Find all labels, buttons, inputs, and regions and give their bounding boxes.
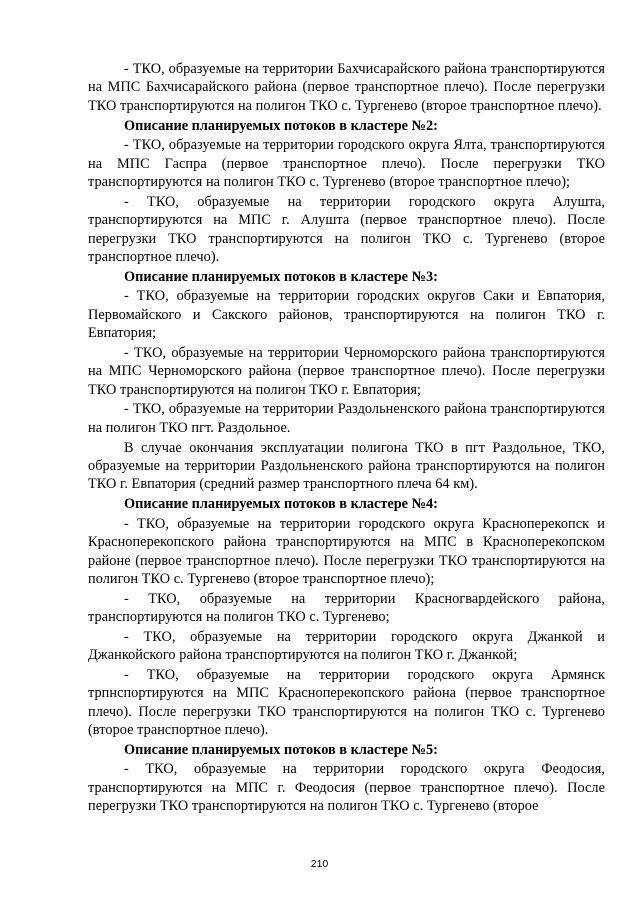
- page-number: 210: [310, 858, 329, 870]
- document-body: [88, 60, 605, 817]
- paragraph-yalta: - ТКО, образуемые на территории городского округа Ялта, транспортируются на МПС Гаспра (первое транспортное плечо). После перегрузки ТКО транспортируются на полигон ТКО с. Тургенево (второе транспортное плечо);: [88, 137, 605, 191]
- paragraph-armyansk: - ТКО, образуемые на территории городского округа Армянск трпнспортируются на МПС Красноперекопского района (первое транспортное плечо). После перегрузки ТКО транспортируются на полигон ТКО с. Тургенево (второе транспортное плечо).: [88, 666, 605, 739]
- paragraph-alushta: - ТКО, образуемые на территории городского округа Алушта, транспортируются на МПС г. Алушта (первое транспортное плечо). После перегрузки ТКО транспортируются на полигон ТКО с. Тургенево (второе транспортное плечо).: [88, 193, 605, 265]
- paragraph-bakhchisaray: - ТКО, образуемые на территории Бахчисарайского района транспортируются на МПС Бахчисарайского района (первое транспортное плечо). После перегрузки ТКО транспортируются на полигон ТКО с. Тургенево (второе транспортное плечо).: [88, 61, 605, 114]
- paragraph-krasnoperekopsk: - ТКО, образуемые на территории городского округа Красноперекопск и Красноперекопского района транспортируются на МПС в Красноперекопском районе (первое транспортное плечо). После перегрузки ТКО транспортируются на полигон ТКО с. Тургенево (второе транспортное плечо);: [88, 515, 605, 587]
- heading-cluster-4: Описание планируемых потоков в кластере №4:: [124, 496, 438, 513]
- heading-cluster-5: Описание планируемых потоков в кластере №5:: [124, 741, 438, 758]
- heading-cluster-2: Описание планируемых потоков в кластере №2:: [124, 117, 438, 134]
- paragraph-krasnogvardeyskoe: - ТКО, образуемые на территории Красногвардейского района, транспортируются на полигон ТКО с. Тургенево;: [88, 590, 605, 626]
- paragraph-razdolnoe: - ТКО, образуемые на территории Раздольненского района транспортируются на полигон ТКО пгт. Раздольное.: [88, 401, 605, 436]
- paragraph-razdolnoe-closure: В случае окончания эксплуатации полигона ТКО в пгт Раздольное, ТКО, образуемые на территории Раздольненского района транспортируются на полигон ТКО г. Евпатория (средний размер транспортного плеча 64 км).: [88, 439, 605, 493]
- paragraph-chernomorskoe: - ТКО, образуемые на территории Черноморского района транспортируются на МПС Черноморского района (первое транспортное плечо). После перегрузки ТКО транспортируются на полигон ТКО г. Евпатория;: [88, 344, 605, 398]
- paragraph-saki-evpatoria: - ТКО, образуемые на территории городских округов Саки и Евпатория, Первомайского и Сакского районов, транспортируются на полигон ТКО г. Евпатория;: [88, 288, 605, 342]
- paragraph-feodosia: - ТКО, образуемые на территории городского округа Феодосия, транспортируются на МПС г. Феодосия (первое транспортное плечо). После перегрузки ТКО транспортируются на полигон ТКО с. Тургенево (второе: [88, 761, 605, 815]
- heading-cluster-3: Описание планируемых потоков в кластере №3:: [124, 268, 438, 285]
- paragraph-dzhankoy: - ТКО, образуемые на территории городского округа Джанкой и Джанкойского района транспортируются на полигон ТКО г. Джанкой;: [88, 628, 605, 664]
